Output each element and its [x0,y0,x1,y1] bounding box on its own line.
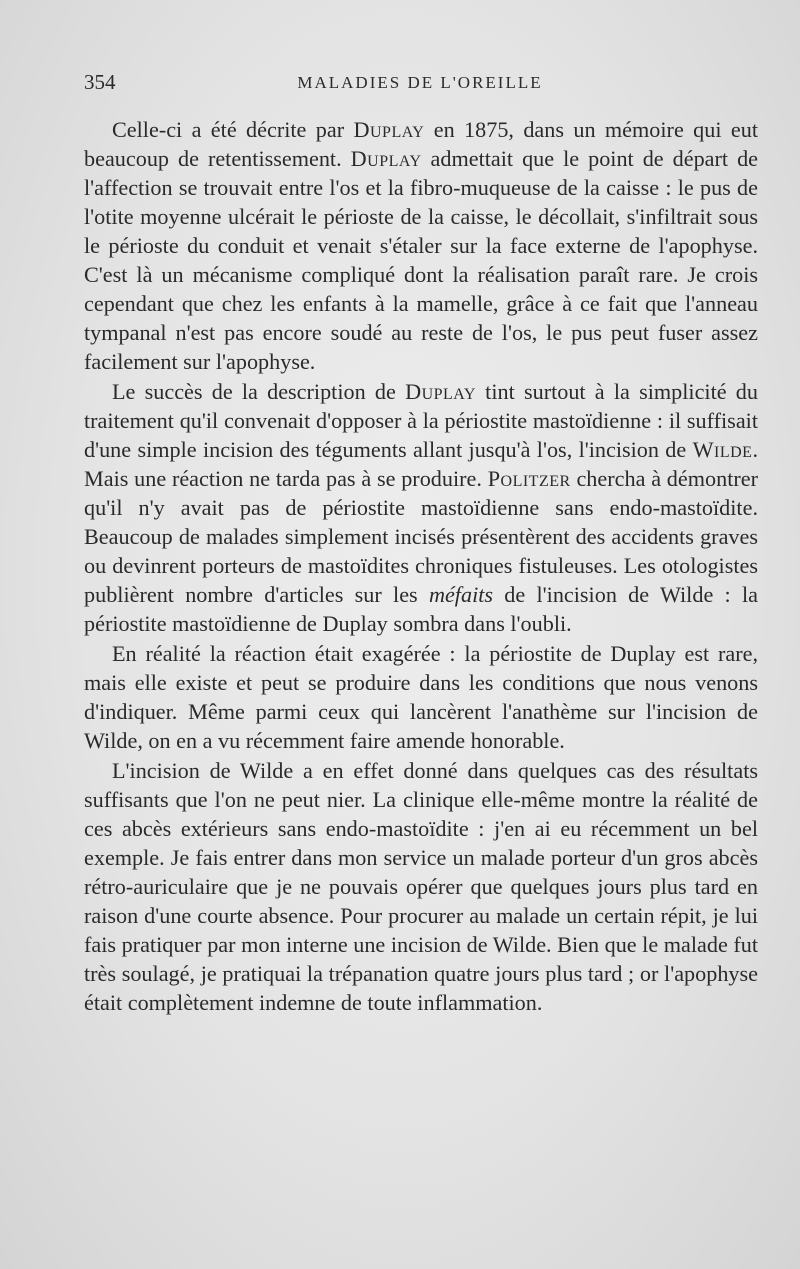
paragraph [84,639,758,755]
author-name: Wilde [692,437,753,462]
author-name: Duplay [353,117,425,142]
text-run: L'incision de Wilde a en effet donné dans quelques cas des résultats suffisants que l'on ne peut nier. La clinique elle-même montre la réalité de ces abcès extérieurs sans endo-mastoïdite : j'en ai eu récemment un bel exemple. Je fais entrer dans mon service un malade porteur d'un gros abcès rétro-auriculaire que je ne pouvais opérer que quelques jours plus tard en raison d'une courte absence. Pour procurer au malade un certain répit, je lui fais pratiquer par mon interne une incision de Wilde. Bien que le malade fut très soulagé, je pratiquai la trépanation quatre jours plus tard ; or l'apophyse était complètement indemne de toute inflammation. [84,758,758,1015]
running-title: MALADIES DE L'OREILLE [297,73,543,92]
paragraph [84,756,758,1017]
text-run: En réalité la réaction était exagérée : la périostite de Duplay est rare, mais elle existe et peut se produire dans les conditions que nous venons d'indiquer. Même parmi ceux qui lancèrent l'anathème sur l'incision de Wilde, on en a vu récemment faire amende honorable. [84,641,758,753]
page-header [84,70,756,100]
author-name: Politzer [487,466,571,491]
text-run: de l'incision de Wilde : la périostite mastoïdienne de Duplay sombra dans l'oubli. [84,582,758,636]
text-run: tint surtout à la simplicité du traitement qu'il convenait d'opposer à la périostite mastoïdienne : il suffisait d'une simple incision des téguments allant jusqu'à l'os, l'incision de [84,379,758,462]
author-name: Duplay [350,146,422,171]
emphasis-text: méfaits [428,582,494,607]
text-run: en 1875, dans un mémoire qui eut beaucoup de retentissement. [84,117,758,171]
body-text [84,115,758,1018]
text-run: . Mais une réaction ne tarda pas à se produire. [84,437,758,491]
author-name: Duplay [405,379,476,404]
text-run: Le succès de la description de [112,379,406,404]
text-run: chercha à démontrer qu'il n'y avait pas de périostite mastoïdienne sans endo-mastoïdite. Beaucoup de malades simplement incisés présentèrent des accidents graves ou devinrent porteurs de mastoïdites chroniques fistuleuses. Les otologistes publièrent nombre d'articles sur les [84,466,758,607]
text-run: admettait que le point de départ de l'affection se trouvait entre l'os et la fibro-muqueuse de la caisse : le pus de l'otite moyenne ulcérait le périoste de la caisse, le décollait, s'infiltrait sous le périoste du conduit et venait s'étaler sur la face externe de l'apophyse. C'est là un mécanisme compliqué dont la réalisation paraît rare. Je crois cependant que chez les enfants à la mamelle, grâce à ce fait que l'anneau tympanal n'est pas encore soudé au reste de l'os, le pus peut fuser assez facilement sur l'apophyse. [84,146,759,374]
paragraph [84,115,758,376]
page-number: 354 [84,70,116,94]
paragraph [84,377,758,638]
text-run: Celle-ci a été décrite par [112,117,354,142]
